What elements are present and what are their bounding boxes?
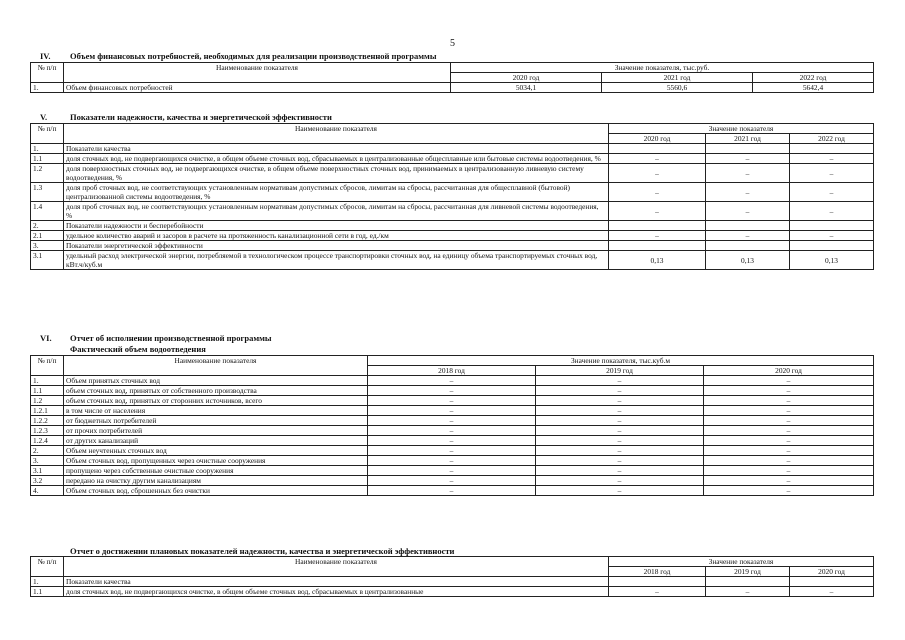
section-6-heading: Отчет об исполнении производственной программы [70,333,272,343]
row-name: от прочих потребителей [64,426,368,436]
row-name: доля сточных вод, не подвергающихся очистке, в общем объеме сточных вод, сбрасываемых в централизованные [64,587,609,597]
table-row [31,251,874,270]
row-value [609,144,706,154]
row-value [609,221,706,231]
section-5-title [40,112,332,122]
row-value: 0,13 [609,251,706,270]
row-value: – [368,436,536,446]
row-number: 1.2.2 [31,416,64,426]
row-number: 1.1 [31,154,64,164]
table-row [31,144,874,154]
row-value: – [704,466,874,476]
row-value: – [704,476,874,486]
row-value: – [536,466,704,476]
row-number: 3.2 [31,476,64,486]
year-header: 2019 год [706,567,790,577]
row-name: Объем неучтенных сточных вод [64,446,368,456]
row-value: – [704,406,874,416]
row-value [790,241,874,251]
col-value-header: Значение показателя [609,557,874,567]
header-row [31,557,874,567]
row-value: – [536,376,704,386]
row-number: 1. [31,376,64,386]
row-value: – [368,476,536,486]
row-value: 5034,1 [451,83,602,93]
planned-indicators-report-table [30,556,874,597]
row-name: удельное количество аварий и засоров в расчете на протяженность канализационной сети в год, ед./км [64,231,609,241]
row-value [706,577,790,587]
row-value: 5642,4 [753,83,874,93]
row-value: – [790,183,874,202]
row-value [790,221,874,231]
row-value: – [706,587,790,597]
row-value: – [706,154,790,164]
row-value [609,577,706,587]
row-value: – [536,456,704,466]
row-value: – [706,231,790,241]
col-value-header: Значение показателя [609,124,874,134]
year-header: 2020 год [790,567,874,577]
row-number: 1.1 [31,386,64,396]
row-number: 2.1 [31,231,64,241]
row-value: – [609,164,706,183]
table-row [31,83,874,93]
row-value: – [704,396,874,406]
financial-needs-table [30,62,874,93]
row-value: 5560,6 [602,83,753,93]
col-num-header: № п/п [31,124,64,144]
row-number: 1. [31,144,64,154]
table-row [31,406,874,416]
row-value: 0,13 [790,251,874,270]
section-5-heading: Показатели надежности, качества и энергетической эффективности [70,112,332,122]
col-value-header: Значение показателя, тыс.куб.м [368,356,874,366]
header-row [31,124,874,134]
row-value: – [536,416,704,426]
table-row [31,426,874,436]
row-value: – [368,376,536,386]
table-row [31,486,874,496]
row-value: – [609,231,706,241]
row-value: – [706,164,790,183]
col-name-header: Наименование показателя [64,557,609,577]
row-value: – [536,446,704,456]
row-number: 2. [31,221,64,231]
table-row [31,466,874,476]
row-number: 1.2 [31,164,64,183]
year-header: 2018 год [368,366,536,376]
section-4-title [40,51,436,61]
row-value: – [704,416,874,426]
row-value: – [609,154,706,164]
row-value: – [704,456,874,466]
row-value [706,241,790,251]
table-row [31,446,874,456]
table-row [31,577,874,587]
row-value: – [790,587,874,597]
row-value: – [536,396,704,406]
row-value: – [609,587,706,597]
row-value: – [704,376,874,386]
row-name: передано на очистку другим канализациям [64,476,368,486]
row-number: 3. [31,456,64,466]
row-name: пропущено через собственные очистные сооружения [64,466,368,476]
year-header: 2020 год [609,134,706,144]
row-name: Объем принятых сточных вод [64,376,368,386]
row-name: Объем финансовых потребностей [64,83,451,93]
section-6-title [40,333,272,343]
table-row [31,154,874,164]
row-value: – [790,231,874,241]
table-row [31,164,874,183]
row-number: 3. [31,241,64,251]
table-row [31,396,874,406]
row-name: доля проб сточных вод, не соответствующих установленным нормативам допустимых сбросов, лимитам на сбросы, рассчитанная для ливневой системы водоотведения, % [64,202,609,221]
row-value: – [368,416,536,426]
row-value: – [790,154,874,164]
page-number: 5 [450,38,455,49]
col-value-header: Значение показателя, тыс.руб. [451,63,874,73]
table-row [31,587,874,597]
section-4-heading: Объем финансовых потребностей, необходимых для реализации производственной программы [70,51,437,61]
row-name: Показатели энергетической эффективности [64,241,609,251]
row-value: – [368,386,536,396]
row-value: – [706,202,790,221]
row-value [790,577,874,587]
table-row [31,436,874,446]
row-value: – [536,476,704,486]
row-value: – [536,486,704,496]
row-value: – [609,202,706,221]
year-header: 2021 год [602,73,753,83]
row-name: от других канализаций [64,436,368,446]
row-name: Объем сточных вод, сброшенных без очистки [64,486,368,496]
row-name: Показатели надежности и бесперебойности [64,221,609,231]
row-number: 3.1 [31,251,64,270]
row-number: 4. [31,486,64,496]
row-value: – [536,436,704,446]
row-name: Показатели качества [64,577,609,587]
row-number: 1.2.4 [31,436,64,446]
row-number: 1. [31,577,64,587]
row-value: – [368,396,536,406]
row-value: – [706,183,790,202]
row-value [609,241,706,251]
row-number: 1.2.1 [31,406,64,416]
row-number: 1.3 [31,183,64,202]
row-number: 1.2.3 [31,426,64,436]
row-name: Показатели качества [64,144,609,154]
row-name: Объем сточных вод, пропущенных через очистные сооружения [64,456,368,466]
row-value: – [368,456,536,466]
header-row [31,63,874,73]
table-row [31,231,874,241]
row-name: доля проб сточных вод, не соответствующих установленным нормативам допустимых сбросов, лимитам на сбросы, рассчитанная для общесплавной (бытовой) централизованной системы водоотведения, % [64,183,609,202]
wastewater-volume-table [30,355,874,496]
section-6-number: VI. [40,333,52,343]
col-num-header: № п/п [31,356,64,376]
year-header: 2018 год [609,567,706,577]
row-number: 1.2 [31,396,64,406]
col-name-header: Наименование показателя [64,124,609,144]
row-value: – [536,426,704,436]
row-name: в том числе от населения [64,406,368,416]
col-name-header: Наименование показателя [64,63,451,83]
row-value: – [368,426,536,436]
year-header: 2022 год [753,73,874,83]
row-value: – [704,436,874,446]
row-number: 2. [31,446,64,456]
year-header: 2022 год [790,134,874,144]
row-name: доля поверхностных сточных вод, не подвергающихся очистке, в общем объеме поверхностных сточных вод, принимаемых в централизованную ливневую систему водоотведения, % [64,164,609,183]
section-6-subtitle: Фактический объем водоотведения [70,344,206,354]
row-number: 1.1 [31,587,64,597]
row-name: от бюджетных потребителей [64,416,368,426]
row-name: удельный расход электрической энергии, потребляемой в технологическом процессе транспортировки сточных вод, на единицу объема транспортируемых сточных вод, кВт.ч/куб.м [64,251,609,270]
row-number: 3.1 [31,466,64,476]
table-row [31,376,874,386]
year-header: 2019 год [536,366,704,376]
section-7-title: Отчет о достижении плановых показателей надежности, качества и энергетической эффективности [70,546,455,556]
row-value: – [704,486,874,496]
row-number: 1.4 [31,202,64,221]
row-value: – [536,386,704,396]
table-row [31,416,874,426]
row-value: – [704,386,874,396]
row-value: 0,13 [706,251,790,270]
col-name-header: Наименование показателя [64,356,368,376]
reliability-indicators-table [30,123,874,270]
row-value: – [790,202,874,221]
table-row [31,386,874,396]
row-value: – [609,183,706,202]
row-value [790,144,874,154]
row-value: – [704,426,874,436]
row-value: – [790,164,874,183]
col-num-header: № п/п [31,557,64,577]
table-row [31,456,874,466]
year-header: 2021 год [706,134,790,144]
row-name: доля сточных вод, не подвергающихся очистке, в общем объеме сточных вод, сбрасываемых в централизованные общесплавные или бытовые системы водоотведения, % [64,154,609,164]
table-row [31,183,874,202]
section-4-number: IV. [40,51,51,61]
row-value: – [368,446,536,456]
year-header: 2020 год [704,366,874,376]
row-name: объем сточных вод, принятых от собственного производства [64,386,368,396]
col-num-header: № п/п [31,63,64,83]
table-row [31,221,874,231]
row-value [706,221,790,231]
table-row [31,476,874,486]
year-header: 2020 год [451,73,602,83]
row-name: объем сточных вод, принятых от сторонних источников, всего [64,396,368,406]
table-row [31,241,874,251]
row-value: – [704,446,874,456]
section-5-number: V. [40,112,48,122]
table-row [31,202,874,221]
row-value: – [536,406,704,416]
row-number: 1. [31,83,64,93]
header-row [31,356,874,366]
row-value: – [368,486,536,496]
row-value: – [368,406,536,416]
row-value [706,144,790,154]
row-value: – [368,466,536,476]
